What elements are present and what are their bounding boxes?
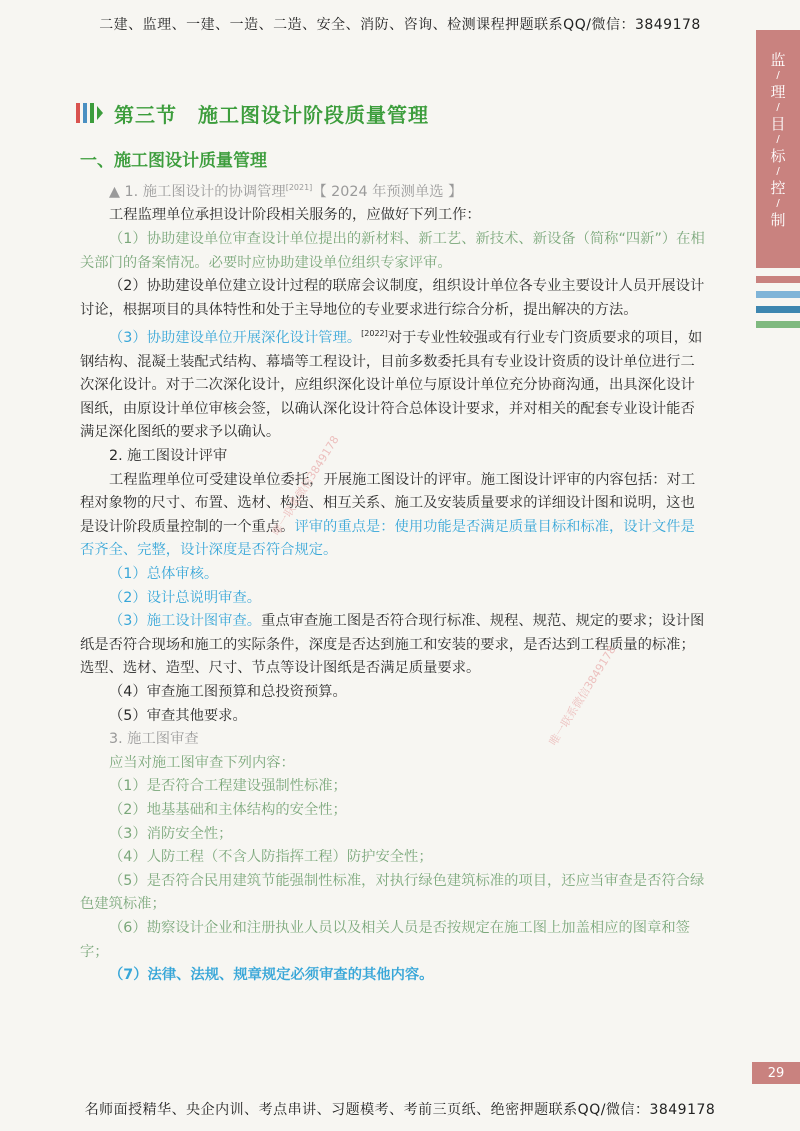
watermark-text: 唯一联系微信3849178: [546, 643, 619, 748]
side-tab-separator: /: [776, 166, 780, 177]
year-tag: [2022]: [361, 329, 388, 339]
list-item: [80, 799, 708, 823]
list-item: （2）设计总说明审查。: [109, 589, 262, 606]
document-body: [80, 176, 708, 988]
body-text: 对于专业性较强或有行业专门资质要求的项目，如钢结构、混凝土装配式结构、幕墙等工程设计，目前多数委托具有专业设计资质的设计单位进行二次深化设计。对于二次深化设计，应组织深化设计单位与原设计单位充分协商沟通，出具深化设计图纸，由原设计单位审核会签，以确认深化设计符合总体设计要求，并对相关的配套专业设计能否满足深化图纸的要求予以确认。: [80, 330, 703, 441]
list-item: [80, 322, 708, 445]
highlight-text: 评审的重点是：使用功能是否满足质量目标和标准，设计文件是否齐全、完整，设计深度是否符合规定。: [80, 518, 695, 559]
list-item: （2）协助建设单位建立设计过程的联席会议制度，组织设计单位各专业主要设计人员开展设计讨论，根据项目的具体特性和处于主导地位的专业要求进行综合分析，提出解决的方法。: [80, 278, 705, 318]
side-tab-separator: /: [776, 198, 780, 209]
subheading-1: [80, 176, 708, 204]
section-bars-icon: [76, 103, 106, 123]
paragraph: [80, 469, 708, 563]
list-item: （3）消防安全性；: [109, 825, 233, 842]
side-tab-separator: /: [776, 70, 780, 81]
list-item: （1）总体审核。: [109, 566, 219, 583]
side-stripe: [756, 321, 800, 328]
chapter-side-tab: [756, 30, 800, 268]
side-tab-char: 理: [770, 83, 786, 101]
subheading-2: 2. 施工图设计评审: [109, 448, 228, 465]
section-heading: [76, 98, 429, 128]
side-tab-char: 制: [770, 211, 786, 229]
side-stripe: [756, 276, 800, 283]
side-tab-separator: /: [776, 102, 780, 113]
watermark-text: 唯一联系微信3849178: [269, 433, 342, 538]
side-tab-char: 标: [770, 147, 786, 165]
list-item: （6）勘察设计企业和注册执业人员以及相关人员是否按规定在施工图上加盖相应的图章和签字；: [80, 919, 690, 960]
side-tab-char: 目: [770, 115, 786, 133]
side-tab-separator: /: [776, 134, 780, 145]
list-item: （7）法律、法规、规章规定必须审查的其他内容。: [109, 967, 434, 984]
list-item: （1）是否符合工程建设强制性标准；: [109, 778, 347, 795]
page-number: 29: [752, 1062, 800, 1084]
list-item: （4）人防工程（不含人防指挥工程）防护安全性；: [109, 849, 433, 866]
highlight-text: （3）施工设计图审查。: [109, 613, 262, 630]
list-item: （1）协助建设单位审查设计单位提出的新材料、新工艺、新技术、新设备（简称“四新”）在相关部门的备案情况。必要时应协助建设单位组织专家评审。: [80, 230, 705, 271]
subheading-1-title: ▲ 1. 施工图设计的协调管理: [109, 183, 286, 200]
body-text: 重点审查施工图是否符合现行标准、规程、规范、规定的要求；设计图纸是否符合现场和施工的实际条件，深度是否达到施工和安装的要求，是否达到工程质量的标准；选型、选材、造型、尺寸、节点等设计图纸是否满足质量要求。: [80, 613, 705, 677]
footer-ad-text: 名师面授精华、央企内训、考点串讲、习题模考、考前三页纸、绝密押题联系QQ/微信：3849178: [84, 1102, 716, 1118]
subheading-3: 3. 施工图审查: [109, 731, 199, 748]
list-item: （4）审查施工图预算和总投资预算。: [109, 684, 347, 700]
paragraph: 应当对施工图审查下列内容：: [109, 754, 295, 771]
list-item: [80, 610, 708, 681]
header-ad-text: 二建、监理、一建、一造、二造、安全、消防、咨询、检测课程押题联系QQ/微信：3849178: [99, 17, 701, 33]
side-tab-char: 控: [770, 179, 786, 197]
list-item: （5）是否符合民用建筑节能强制性标准，对执行绿色建筑标准的项目，还应当审查是否符合绿色建筑标准；: [80, 872, 705, 913]
side-tab-char: 监: [770, 51, 786, 69]
side-stripe: [756, 291, 800, 298]
year-tag: [2021]: [285, 183, 313, 192]
side-stripe: [756, 306, 800, 313]
prediction-tag: 【 2024 年预测单选 】: [312, 183, 463, 200]
paragraph: 工程监理单位承担设计阶段相关服务的，应做好下列工作：: [109, 207, 481, 224]
section-title: 第三节 施工图设计阶段质量管理: [114, 102, 429, 127]
list-item: （5）审查其他要求。: [109, 707, 247, 724]
list-item-text: （2）地基基础和主体结构的安全性；: [109, 801, 347, 818]
heading-level-1: 一、施工图设计质量管理: [80, 151, 267, 171]
highlight-text: （3）协助建设单位开展深化设计管理。: [109, 330, 362, 347]
side-color-stripes: [756, 276, 800, 336]
body-text: 工程监理单位可受建设单位委托，开展施工图设计的评审。施工图设计评审的内容包括：对工程对象物的尺寸、布置、选材、构造、相互关系、施工及安装质量要求的详细设计图和说明，这也是设计阶段质量控制的一个重点。: [80, 471, 696, 535]
